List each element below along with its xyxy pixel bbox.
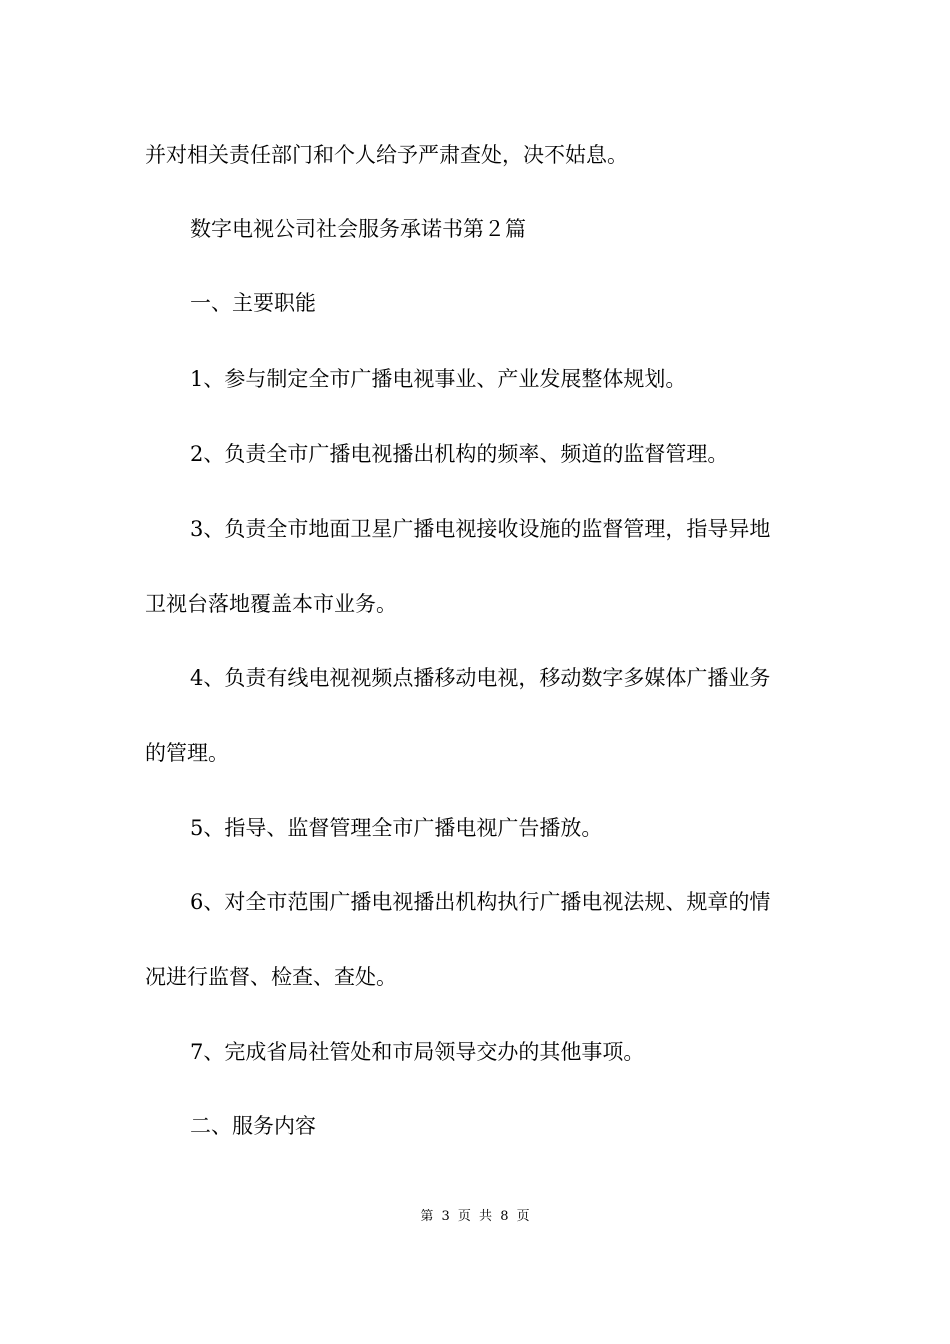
page-number-footer: 第 3 页 共 8 页 xyxy=(420,1209,530,1224)
list-item: 7、完成省局社管处和市局领导交办的其他事项。 xyxy=(190,1040,645,1064)
list-item: 5、指导、监督管理全市广播电视广告播放。 xyxy=(190,816,603,840)
list-item: 1、参与制定全市广播电视事业、产业发展整体规划。 xyxy=(190,367,687,391)
list-item: 4、负责有线电视视频点播移动电视，移动数字多媒体广播业务 xyxy=(190,666,771,690)
paragraph-line: 并对相关责任部门和个人给予严肃查处，决不姑息。 xyxy=(145,143,628,167)
section-title: 数字电视公司社会服务承诺书第２篇 xyxy=(190,217,526,241)
list-item-continuation: 卫视台落地覆盖本市业务。 xyxy=(145,592,397,616)
list-item: 6、对全市范围广播电视播出机构执行广播电视法规、规章的情 xyxy=(190,890,771,914)
list-item: 3、负责全市地面卫星广播电视接收设施的监督管理，指导异地 xyxy=(190,517,771,541)
list-item-continuation: 况进行监督、检查、查处。 xyxy=(145,965,397,989)
section-heading-main-functions: 一、主要职能 xyxy=(190,291,316,315)
list-item-continuation: 的管理。 xyxy=(145,741,229,765)
list-item: 2、负责全市广播电视播出机构的频率、频道的监督管理。 xyxy=(190,442,729,466)
section-heading-service-content: 二、服务内容 xyxy=(190,1114,316,1138)
